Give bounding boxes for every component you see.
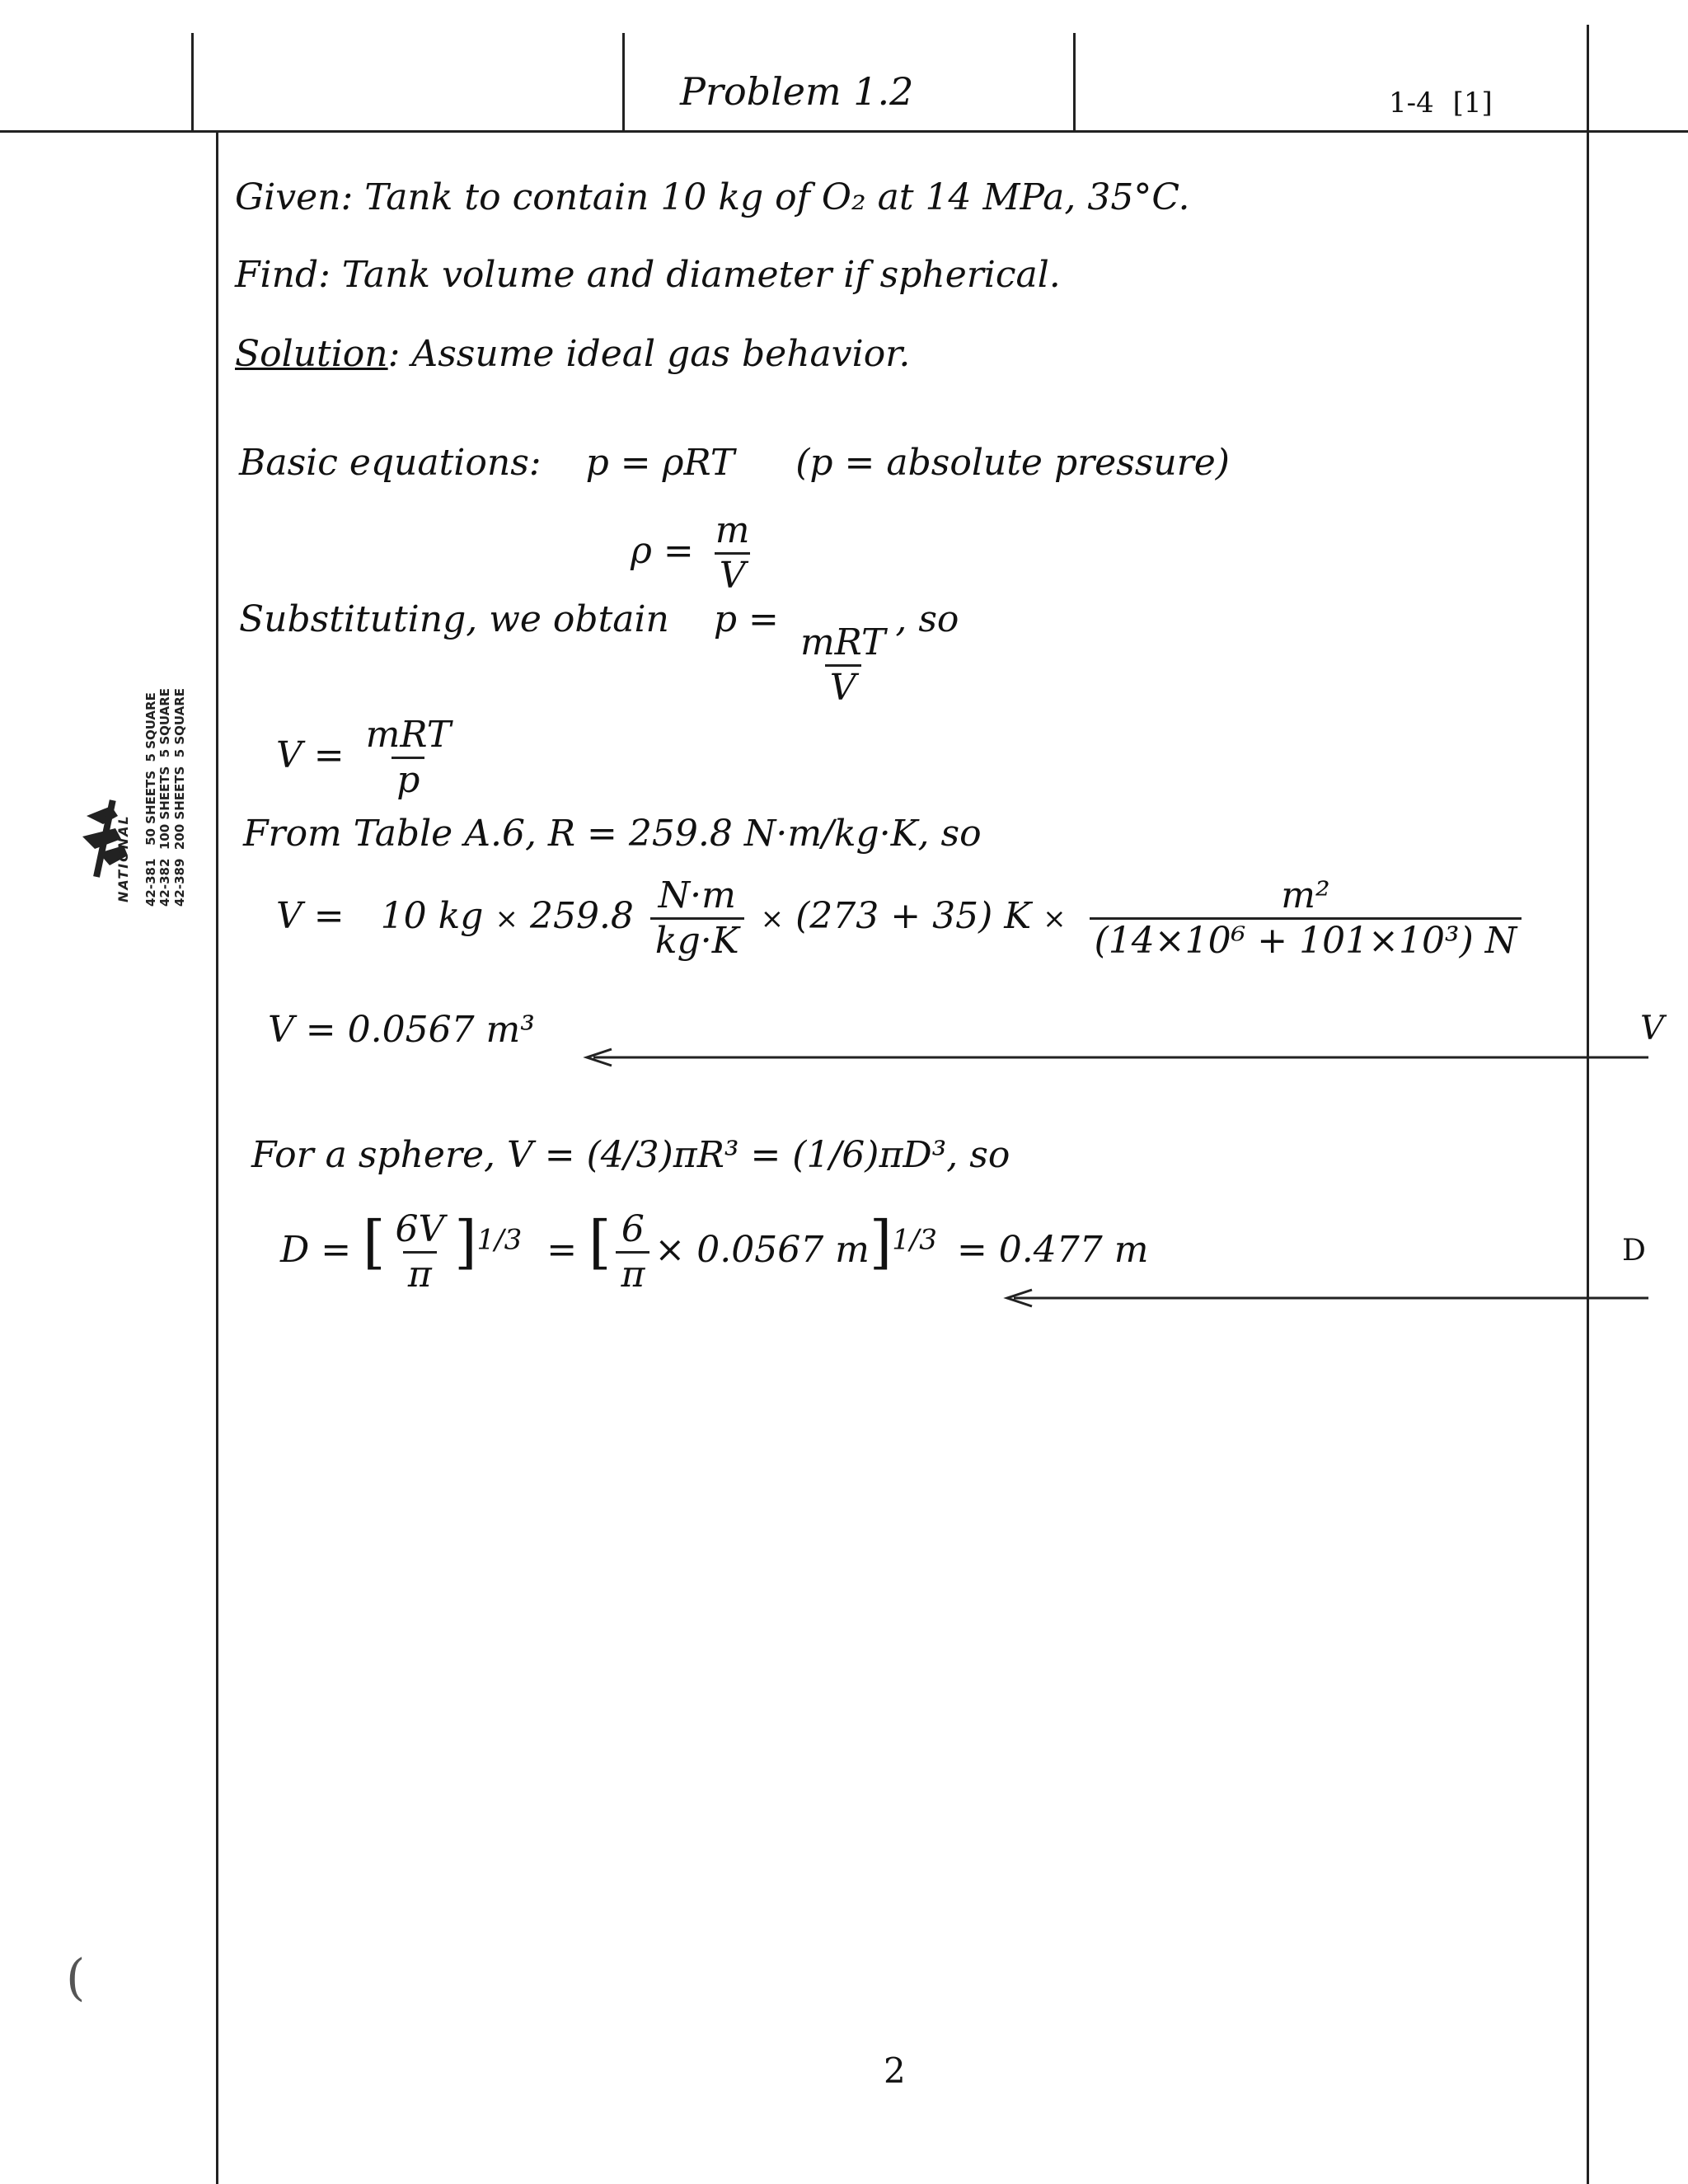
calc-pressure-fraction: [1090, 874, 1522, 962]
diameter-fraction-2-numerator: 6: [621, 1208, 645, 1250]
national-brand-text: NATIONAL: [115, 814, 131, 902]
density-lhs: ρ =: [631, 530, 694, 572]
margin-paren-mark: (: [66, 1949, 86, 2007]
calc-pressure-numerator: m²: [1281, 874, 1330, 916]
basic-equations-label: Basic equations:: [239, 442, 542, 484]
volume-formula-numerator: mRT: [365, 714, 452, 756]
diameter-calculation: D = [ $\frac{6V}{\pi}$ ]$^{1/3}$ = [ $\frac{6}{\pi}$ × 0.0567 m]$^{1/3}$ = 0.477 m: [280, 1208, 1149, 1296]
left-margin-rule: [191, 33, 194, 130]
volume-formula-fraction: [361, 714, 456, 801]
density-fraction: [710, 509, 755, 597]
solution-text: : Assume ideal gas behavior.: [387, 333, 911, 375]
header-bottom-rule: [0, 130, 1688, 133]
density-equation: [631, 509, 759, 597]
substituting-numerator: mRT: [799, 621, 886, 663]
diameter-margin-mark: D: [1622, 1234, 1646, 1268]
calc-temperature: (273 + 35) K: [795, 895, 1032, 937]
substituting-fraction: [795, 621, 890, 709]
calc-r-units-numerator: N·m: [658, 874, 736, 916]
volume-formula-lhs: V =: [276, 734, 345, 776]
volume-formula-denominator: p: [392, 757, 424, 799]
problem-box-label: [1]: [1452, 87, 1493, 120]
problem-range-text: 1-4: [1389, 87, 1434, 120]
volume-calculation: [276, 874, 1526, 962]
calc-r-units: [650, 874, 744, 962]
diameter-exponent-2: 1/3: [892, 1223, 937, 1257]
diameter-fraction-2: [616, 1208, 649, 1296]
find-line: Find: Tank volume and diameter if spherical.: [235, 254, 1061, 296]
calc-times-1: ×: [495, 902, 518, 935]
page-number: 2: [884, 2050, 906, 2091]
basic-equations-line: [239, 442, 1230, 484]
ideal-gas-equation: p = ρRT: [585, 442, 735, 484]
diameter-result: = 0.477 m: [956, 1229, 1149, 1271]
diameter-fraction-1-denominator: π: [403, 1251, 437, 1293]
right-margin-rule: [1587, 25, 1589, 2184]
substituting-text: Substituting, we obtain: [239, 598, 669, 640]
volume-result: V = 0.0567 m³: [268, 1009, 535, 1051]
problem-range: [1389, 87, 1493, 120]
calc-pressure-denominator: (14×10⁶ + 101×10³) N: [1090, 917, 1522, 959]
calc-times-2: ×: [760, 902, 785, 935]
substituting-tail: , so: [895, 598, 959, 640]
calc-r-units-denominator: kg·K: [650, 917, 744, 959]
diameter-fraction-1-numerator: 6V: [395, 1208, 445, 1250]
absolute-pressure-note: (p = absolute pressure): [795, 442, 1230, 484]
diameter-exponent-1: 1/3: [476, 1223, 523, 1257]
problem-title: Problem 1.2: [680, 69, 914, 114]
substituting-lhs: p =: [713, 598, 779, 640]
diameter-fraction-1: [390, 1208, 449, 1296]
calc-times-3: ×: [1043, 902, 1067, 935]
diameter-fraction-2-denominator: π: [616, 1251, 649, 1293]
solution-label: Solution: [235, 333, 388, 375]
volume-answer-arrow: [577, 1045, 1648, 1070]
diameter-lhs: D =: [280, 1229, 352, 1271]
calc-r-value: 259.8: [529, 895, 634, 937]
calc-lhs: V =: [276, 895, 345, 937]
diameter-equals: =: [546, 1229, 578, 1271]
header-divider-1: [622, 33, 625, 130]
density-denominator: V: [715, 552, 751, 594]
substituting-denominator: V: [825, 664, 861, 706]
from-table-line: From Table A.6, R = 259.8 N·m/kg·K, so: [243, 813, 982, 855]
solution-line: [235, 333, 911, 375]
volume-formula: [276, 714, 461, 801]
header-divider-2: [1073, 33, 1076, 130]
paper-sheet-counts: 42-381 50 SHEETS 5 SQUARE 42-382 100 SHEETS 5 SQUARE 42-389 200 SHEETS 5 SQUARE: [143, 687, 187, 907]
substituting-line: [239, 598, 959, 709]
calc-mass: 10 kg: [380, 895, 484, 937]
left-margin-rule-lower: [216, 132, 218, 2184]
volume-margin-mark: V: [1640, 1010, 1664, 1047]
diameter-value-part: × 0.0567 m: [654, 1229, 870, 1271]
given-line: Given: Tank to contain 10 kg of O₂ at 14 MPa, 35°C.: [235, 176, 1190, 218]
diameter-answer-arrow: [997, 1286, 1648, 1310]
density-numerator: m: [715, 509, 750, 551]
sphere-line: For a sphere, V = (4/3)πR³ = (1/6)πD³, so: [251, 1134, 1010, 1176]
